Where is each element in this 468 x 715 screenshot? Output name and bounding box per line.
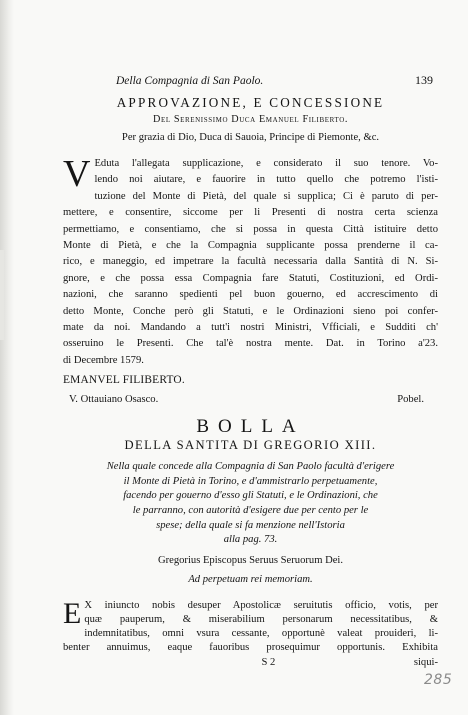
page-number: 139 [415,73,433,87]
section-title: APPROVAZIONE, E CONCESSIONE [116,95,385,110]
section-subtitle: Del Serenissimo Duca Emanuel Filiberto. [152,114,348,125]
decree-line: gnore, e che possa essa Compagnia fare Statuti, Costituzioni, ed Ordi- [63,272,438,284]
bull-summary-line: spese; della quale si fa menzione nell'Istoria [156,519,345,531]
ducal-style-line: Per grazia di Dio, Duca di Sauoia, Principe di Piemonte, &c. [121,132,380,143]
bull-subtitle: DELLA SANTITA DI GREGORIO XIII. [124,438,377,453]
bull-summary-line: le parranno, con autorità d'esigere due per cento per le [132,505,369,517]
decree-line: mate da noi. Mandando a tutt'i nostri Ministri, Vfficiali, e Sudditi ch' [63,322,438,334]
decree-line: permettiamo, e consentiamo, che si possa in questa Città istituire detto [63,223,438,235]
page-edge-shadow [0,250,4,340]
bull-intitulatio: Gregorius Episcopus Seruus Seruorum Dei. [157,554,344,566]
decree-line: Eduta l'allegata supplicazione, e considerato il suo tenore. Vo- [94,158,438,169]
decree-line: di Decembre 1579. [63,354,144,366]
bull-formula: Ad perpetuam rei memoriam. [188,573,313,585]
decree-line: nazioni, che saranno spedienti pel buon gouerno, ed accrescimento di [63,289,438,301]
decree-line: rico, e maneggio, ed impetrare la facultà necessaria dalla Santità di N. Si- [63,256,438,268]
signature-row [63,394,438,410]
bull-summary-line: il Monte di Pietà in Torino, e d'ammistrarlo perpetuamente, [123,475,378,487]
bull-summary-line: alla pag. 73. [223,534,278,546]
decree-line: mettere, e consentire, siccome per li Presenti di nostra certa scienza [63,207,438,219]
page-footer-row [63,656,438,670]
signature-registrar: Pobel. [397,394,424,406]
signature-mark: S 2 [261,656,276,668]
bull-summary-line: facendo per gouerno d'esso gli Statuti, e le Ordinazioni, che [123,490,378,502]
footer-spacer [63,656,123,670]
bull-text-line: X iniuncto nobis desuper Apostolicæ seruitutis officio, votis, per [84,599,438,611]
bull-text-line: quæ pauperum, & miserabilium personarum necessitatibus, & [84,614,438,626]
bull-dropcap: E [63,596,82,630]
signature-countersign: V. Ottauiano Osasco. [69,394,159,406]
bull-title: BOLLA [196,416,305,438]
signature-duke: EMANVEL FILIBERTO. [63,374,185,387]
bull-summary [63,460,438,548]
decree-line: tuzione del Monte di Pietà, del quale si supplica; Ci è paruto di per- [94,190,438,202]
folio-number: 285 [424,672,453,688]
text-block [63,73,438,670]
decree-line: detto Monte, Conche però gli Statuti, e le Ordinazioni sieno poi confer- [63,305,438,317]
binding-fold [0,0,14,715]
bull-summary-line: Nella quale concede alla Compagnia di San Paolo facultà d'erigere [106,461,395,473]
decree-line: Monte di Pietà, e che la Compagnia supplicante possa prenderne il ca- [63,240,438,252]
decree-line: lendo noi aiutare, e fauorire in tutto quello che potremo l'isti- [94,174,438,186]
catchword: siqui- [413,656,438,668]
running-head [116,73,433,90]
decree-line: osseruino le Presenti. Che tal'è nostra mente. Dat. in Torino a'23. [63,338,438,350]
bull-text-line: benter annuimus, eaque fauoribus prosequimur opportunis. Exhibita [63,642,438,654]
decree-paragraph [63,153,438,369]
bull-text-line: indemnitatibus, omni vsura cessante, opportunè valeat prouideri, li- [84,628,438,640]
decree-dropcap: V [63,153,91,195]
running-head-title: Della Compagnia di San Paolo. [116,75,264,87]
bull-text [63,596,438,670]
